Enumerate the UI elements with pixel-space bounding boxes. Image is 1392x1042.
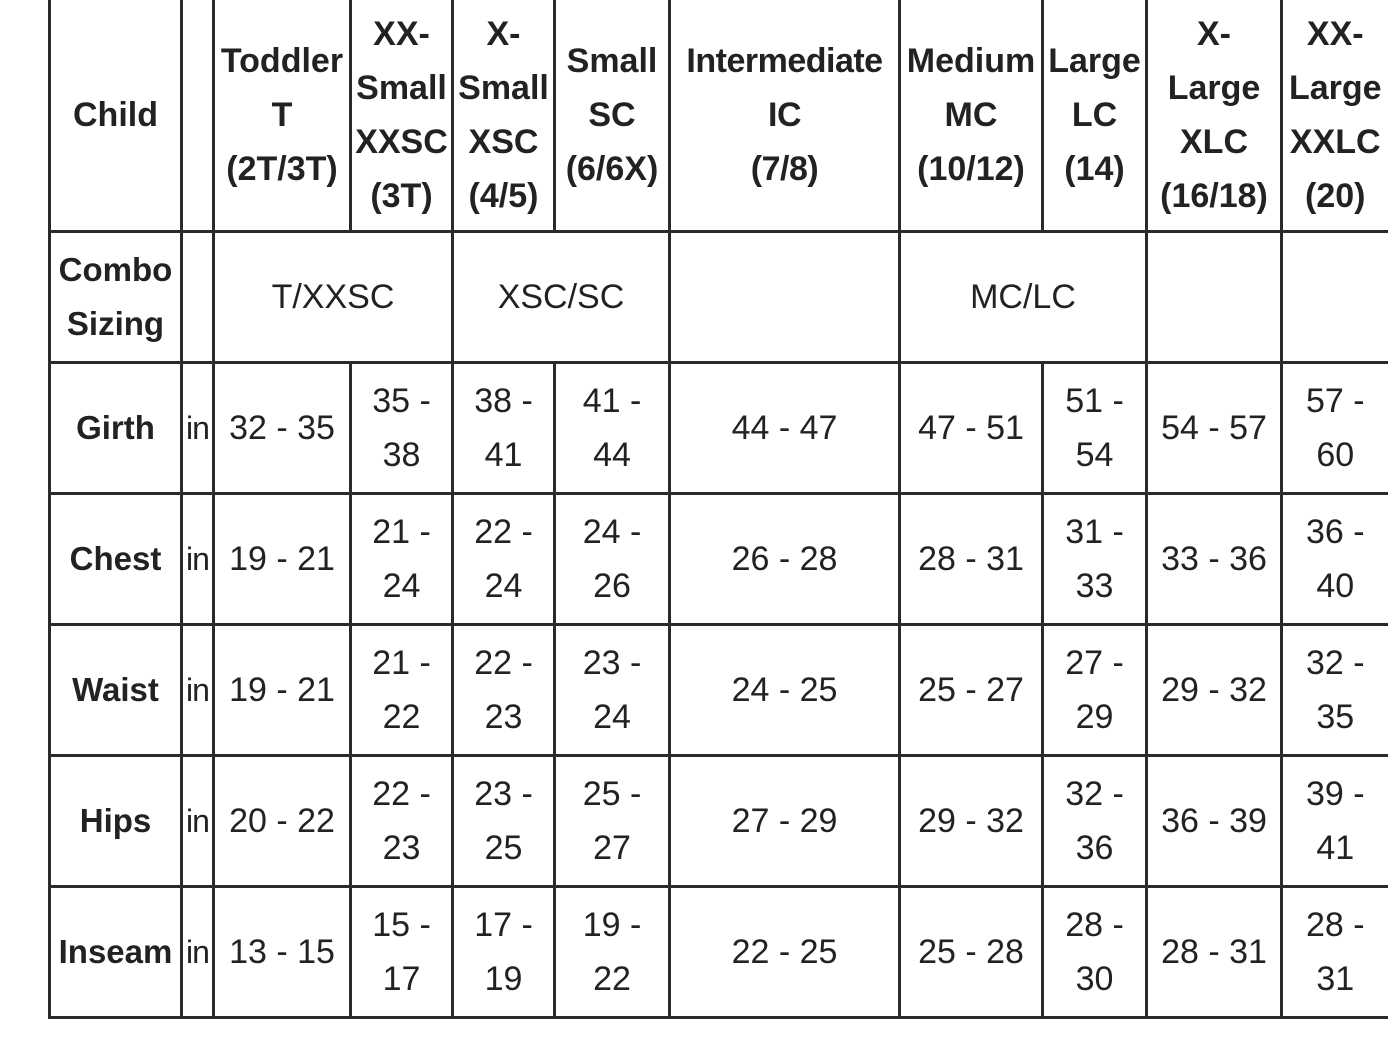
measurement-cell [1282, 625, 1388, 756]
header-size-toddler-line: (2T/3T) [226, 149, 338, 188]
size-chart-table [48, 0, 1388, 1019]
measurement-cell [1147, 756, 1282, 887]
measurement-row-hips [50, 756, 1388, 887]
header-size-x-large-line: XLC [1180, 122, 1248, 161]
measurement-cell [670, 625, 900, 756]
measurement-cell-line: 44 - 47 [731, 409, 838, 447]
header-size-x-small-line: Small [458, 68, 549, 107]
measurement-cell-line: 27 [593, 829, 631, 867]
combo-sizing-label [50, 232, 182, 363]
header-size-x-small [453, 0, 555, 232]
measurement-cell-line: 54 [1075, 436, 1114, 474]
measurement-cell-line: 29 [1075, 698, 1114, 736]
measurement-cell [1043, 494, 1147, 625]
measurement-cell-line: 44 [593, 436, 631, 474]
header-size-intermediate-line: IC [768, 95, 801, 134]
measurement-cell-line: 25 - [582, 775, 642, 813]
header-size-medium-line: MC [944, 95, 998, 134]
header-size-small-line: Small [566, 41, 658, 80]
header-size-x-large-line: (16/18) [1160, 176, 1268, 215]
header-size-medium-line: Medium [906, 41, 1036, 80]
measurement-cell [900, 625, 1043, 756]
header-size-intermediate-line: Intermediate [686, 41, 883, 80]
header-size-xx-small-line: Small [356, 68, 447, 107]
measurement-cell-line: 33 - 36 [1161, 540, 1267, 578]
measurement-cell-line: 19 - [582, 906, 642, 944]
header-size-large-line: Large [1048, 41, 1141, 80]
combo-group [670, 232, 900, 363]
measurement-cell-line: 24 [593, 698, 631, 736]
measurement-cell-line: 20 - 22 [229, 802, 335, 840]
measurement-cell-line: 29 - 32 [1161, 671, 1267, 709]
row-unit: in [182, 363, 214, 494]
measurement-cell-line: 21 - [372, 644, 431, 682]
header-size-medium [900, 0, 1043, 232]
row-unit: in [182, 494, 214, 625]
measurement-cell-line: 23 [382, 829, 421, 867]
measurement-cell-line: 32 - 35 [229, 409, 335, 447]
header-size-intermediate [670, 0, 900, 232]
measurement-cell-line: 24 [484, 567, 523, 605]
measurement-cell-line: 22 [593, 960, 631, 998]
measurement-cell-line: 13 - 15 [229, 933, 335, 971]
measurement-cell [214, 756, 351, 887]
combo-group: MC/LC [900, 232, 1147, 363]
measurement-cell [351, 363, 453, 494]
measurement-cell [1147, 887, 1282, 1018]
measurement-cell-line: 36 [1075, 829, 1114, 867]
measurement-cell-line: 22 - [372, 775, 431, 813]
row-unit: in [182, 887, 214, 1018]
measurement-cell-line: 19 - 21 [229, 540, 335, 578]
measurement-cell-line: 22 - 25 [731, 933, 838, 971]
measurement-cell [1043, 756, 1147, 887]
measurement-cell-line: 24 - [582, 513, 642, 551]
measurement-cell [1043, 363, 1147, 494]
measurement-cell [900, 756, 1043, 887]
measurement-cell [670, 494, 900, 625]
measurement-cell-line: 28 - [1065, 906, 1124, 944]
measurement-cell [214, 494, 351, 625]
header-size-x-small-line: (4/5) [468, 176, 539, 215]
measurement-cell-line: 19 - 21 [229, 671, 335, 709]
combo-group [1282, 232, 1388, 363]
measurement-cell [900, 363, 1043, 494]
measurement-cell [1282, 756, 1388, 887]
row-label: Chest [50, 494, 182, 625]
measurement-cell-line: 22 - [474, 644, 533, 682]
header-size-xx-small-line: XXSC [355, 122, 448, 161]
row-label: Waist [50, 625, 182, 756]
measurement-row-waist [50, 625, 1388, 756]
header-size-xx-large-line: XX- [1306, 14, 1364, 53]
combo-sizing-label-line: Sizing [66, 305, 165, 342]
row-unit: in [182, 756, 214, 887]
measurement-cell [453, 756, 555, 887]
header-row [50, 0, 1388, 232]
measurement-cell-line: 30 [1075, 960, 1114, 998]
measurement-cell-line: 31 - [1065, 513, 1124, 551]
header-size-x-small-line: XSC [468, 122, 539, 161]
measurement-cell [351, 494, 453, 625]
measurement-cell [670, 887, 900, 1018]
measurement-cell [900, 494, 1043, 625]
measurement-cell-line: 38 - [474, 382, 533, 420]
measurement-cell-line: 33 [1075, 567, 1114, 605]
measurement-cell-line: 54 - 57 [1161, 409, 1267, 447]
header-size-intermediate-line: (7/8) [750, 149, 819, 188]
measurement-cell [670, 756, 900, 887]
measurement-cell-line: 35 - [372, 382, 431, 420]
combo-sizing-row [50, 232, 1388, 363]
measurement-cell-line: 17 [382, 960, 421, 998]
measurement-cell-line: 24 - 25 [731, 671, 838, 709]
header-size-x-small-line: X- [486, 14, 521, 53]
measurement-cell [555, 494, 670, 625]
header-size-x-large-line: Large [1167, 68, 1261, 107]
combo-unit-blank [182, 232, 214, 363]
measurement-cell-line: 23 - [474, 775, 533, 813]
measurement-cell [453, 363, 555, 494]
measurement-cell [453, 887, 555, 1018]
measurement-cell-line: 27 - [1065, 644, 1124, 682]
header-size-xx-small-line: (3T) [370, 176, 433, 215]
header-size-toddler [214, 0, 351, 232]
header-size-small-line: SC [588, 95, 636, 134]
header-size-xx-large-line: XXLC [1289, 122, 1381, 161]
measurement-cell-line: 47 - 51 [918, 409, 1024, 447]
measurement-cell-line: 60 [1316, 436, 1355, 474]
measurement-cell-line: 19 [484, 960, 523, 998]
measurement-cell-line: 36 - [1305, 513, 1365, 551]
measurement-cell [214, 363, 351, 494]
measurement-cell-line: 25 - 28 [918, 933, 1024, 971]
measurement-cell [351, 756, 453, 887]
measurement-cell-line: 28 - 31 [918, 540, 1024, 578]
row-label: Girth [50, 363, 182, 494]
combo-group [1147, 232, 1282, 363]
measurement-row-inseam [50, 887, 1388, 1018]
measurement-cell-line: 41 [484, 436, 523, 474]
measurement-cell [453, 625, 555, 756]
measurement-cell [1282, 494, 1388, 625]
measurement-cell-line: 40 [1316, 567, 1355, 605]
measurement-cell [1147, 625, 1282, 756]
header-size-xx-small [351, 0, 453, 232]
measurement-cell-line: 51 - [1065, 382, 1124, 420]
header-corner-child: Child [50, 0, 182, 232]
header-size-x-large-line: X- [1197, 14, 1231, 53]
measurement-cell-line: 32 - [1305, 644, 1365, 682]
measurement-cell-line: 41 [1316, 829, 1355, 867]
measurement-cell [670, 363, 900, 494]
measurement-cell-line: 23 [484, 698, 523, 736]
measurement-cell-line: 35 [1316, 698, 1355, 736]
header-size-large-line: (14) [1064, 149, 1125, 188]
measurement-cell-line: 25 [484, 829, 523, 867]
measurement-cell-line: 29 - 32 [918, 802, 1024, 840]
measurement-cell [555, 363, 670, 494]
measurement-cell-line: 31 [1316, 960, 1355, 998]
measurement-cell-line: 26 [593, 567, 631, 605]
measurement-cell-line: 22 - [474, 513, 533, 551]
size-chart-table-wrapper [48, 0, 1388, 1019]
measurement-cell-line: 27 - 29 [731, 802, 838, 840]
measurement-cell-line: 41 - [582, 382, 642, 420]
measurement-row-chest [50, 494, 1388, 625]
header-size-xx-large-line: Large [1288, 68, 1382, 107]
header-unit-blank [182, 0, 214, 232]
measurement-cell [351, 625, 453, 756]
measurement-cell [1043, 625, 1147, 756]
measurement-cell-line: 15 - [372, 906, 431, 944]
measurement-cell [214, 625, 351, 756]
measurement-cell [900, 887, 1043, 1018]
measurement-cell-line: 39 - [1305, 775, 1365, 813]
measurement-cell-line: 23 - [582, 644, 642, 682]
measurement-cell [1147, 363, 1282, 494]
combo-group: XSC/SC [453, 232, 670, 363]
measurement-cell-line: 26 - 28 [731, 540, 838, 578]
header-size-large-line: LC [1071, 95, 1118, 134]
combo-group: T/XXSC [214, 232, 453, 363]
measurement-cell-line: 32 - [1065, 775, 1124, 813]
measurement-row-girth [50, 363, 1388, 494]
header-size-xx-small-line: XX- [373, 14, 430, 53]
row-label: Inseam [50, 887, 182, 1018]
row-label: Hips [50, 756, 182, 887]
measurement-cell-line: 21 - [372, 513, 431, 551]
measurement-cell [1282, 363, 1388, 494]
measurement-cell [1043, 887, 1147, 1018]
measurement-cell-line: 36 - 39 [1161, 802, 1267, 840]
measurement-cell [1282, 887, 1388, 1018]
header-size-small-line: (6/6X) [565, 149, 659, 188]
measurement-cell [1147, 494, 1282, 625]
measurement-cell [555, 887, 670, 1018]
measurement-cell-line: 57 - [1305, 382, 1365, 420]
measurement-cell-line: 28 - [1305, 906, 1365, 944]
measurement-cell-line: 28 - 31 [1161, 933, 1267, 971]
measurement-cell [214, 887, 351, 1018]
measurement-cell-line: 38 [382, 436, 421, 474]
header-size-xx-large [1282, 0, 1388, 232]
measurement-cell [555, 625, 670, 756]
measurement-cell [555, 756, 670, 887]
header-size-large [1043, 0, 1147, 232]
row-unit: in [182, 625, 214, 756]
measurement-cell-line: 25 - 27 [918, 671, 1024, 709]
header-size-xx-large-line: (20) [1305, 176, 1366, 215]
header-size-medium-line: (10/12) [917, 149, 1025, 188]
header-size-toddler-line: Toddler [220, 41, 344, 80]
measurement-cell-line: 22 [382, 698, 421, 736]
measurement-cell [351, 887, 453, 1018]
measurement-cell [453, 494, 555, 625]
measurement-cell-line: 24 [382, 567, 421, 605]
header-size-small [555, 0, 670, 232]
header-size-x-large [1147, 0, 1282, 232]
combo-sizing-label-line: Combo [58, 251, 173, 288]
header-size-toddler-line: T [271, 95, 293, 134]
measurement-cell-line: 17 - [474, 906, 533, 944]
